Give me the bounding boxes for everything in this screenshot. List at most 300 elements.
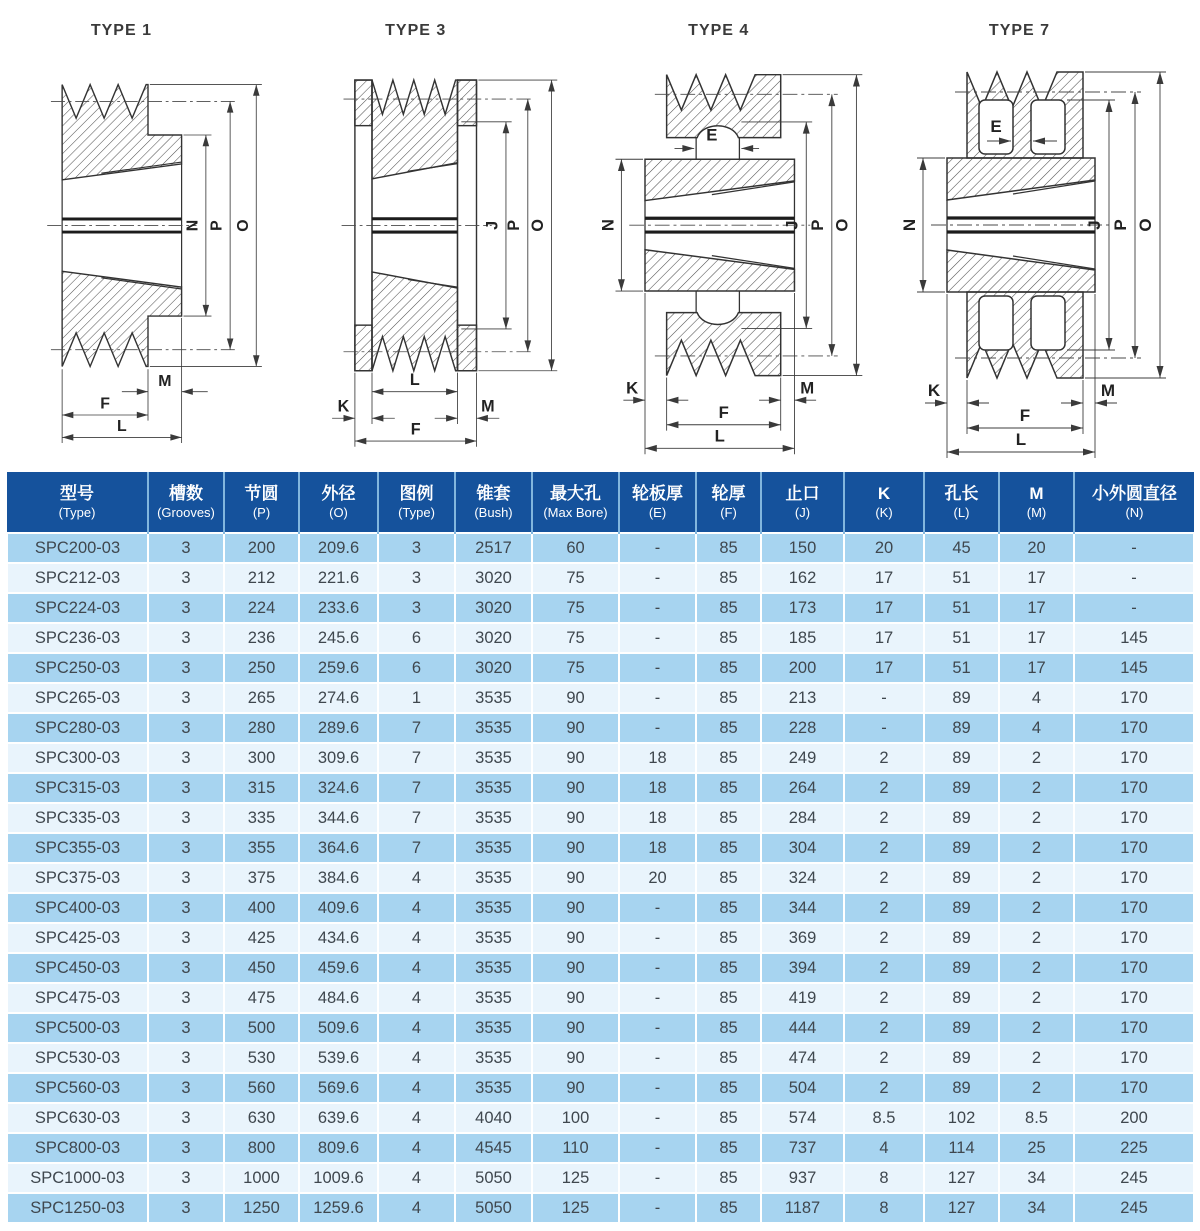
table-cell: - [1074, 593, 1194, 623]
table-cell: 4 [378, 1133, 455, 1163]
table-cell: 90 [532, 683, 619, 713]
table-cell: 274.6 [299, 683, 378, 713]
table-cell: 127 [924, 1193, 999, 1223]
dim-label-l: L [409, 371, 420, 389]
table-cell: SPC560-03 [7, 1073, 148, 1103]
table-cell: 4 [378, 953, 455, 983]
column-header-zh: 孔长 [944, 484, 979, 504]
table-cell: 17 [844, 623, 924, 653]
table-cell: 17 [999, 563, 1074, 593]
dim-label-l: L [117, 417, 127, 435]
table-cell: 639.6 [299, 1103, 378, 1133]
table-cell: 85 [696, 833, 761, 863]
table-cell: - [619, 683, 696, 713]
table-cell: 309.6 [299, 743, 378, 773]
table-cell: 170 [1074, 923, 1194, 953]
table-cell: 630 [224, 1103, 299, 1133]
table-cell: 170 [1074, 743, 1194, 773]
table-cell: 7 [378, 833, 455, 863]
table-cell: 3 [148, 1193, 224, 1223]
table-cell: 51 [924, 653, 999, 683]
table-cell: SPC315-03 [7, 773, 148, 803]
table-cell: 89 [924, 833, 999, 863]
table-cell: SPC450-03 [7, 953, 148, 983]
table-cell: 2 [844, 893, 924, 923]
column-header-en: (O) [329, 504, 348, 520]
table-cell: SPC425-03 [7, 923, 148, 953]
table-cell: 20 [999, 533, 1074, 563]
table-cell: SPC212-03 [7, 563, 148, 593]
drawing-title: TYPE 4 [688, 22, 750, 39]
table-cell: 145 [1074, 623, 1194, 653]
column-header-zh: K [877, 484, 891, 504]
table-cell: 245 [1074, 1193, 1194, 1223]
column-header-zh: 外径 [321, 484, 356, 504]
table-cell: 2 [844, 953, 924, 983]
table-cell: 75 [532, 593, 619, 623]
table-cell: 459.6 [299, 953, 378, 983]
table-cell: 90 [532, 953, 619, 983]
column-header [844, 472, 924, 533]
table-cell: 89 [924, 893, 999, 923]
table-cell: SPC375-03 [7, 863, 148, 893]
column-header-zh: 型号 [60, 484, 94, 504]
table-cell: 185 [761, 623, 844, 653]
table-cell: 221.6 [299, 563, 378, 593]
table-cell: 34 [999, 1193, 1074, 1223]
table-cell: 200 [1074, 1103, 1194, 1133]
table-cell: 3535 [455, 803, 532, 833]
table-row [7, 1163, 1194, 1193]
table-cell: 90 [532, 893, 619, 923]
table-cell: 5050 [455, 1193, 532, 1223]
table-row [7, 923, 1194, 953]
dim-label-e: E [706, 125, 718, 145]
table-cell: 89 [924, 863, 999, 893]
table-row [7, 1073, 1194, 1103]
column-header-zh: 最大孔 [550, 484, 601, 504]
table-cell: 2 [999, 953, 1074, 983]
table-cell: 4040 [455, 1103, 532, 1133]
table-body [7, 533, 1194, 1223]
table-cell: 90 [532, 773, 619, 803]
table-cell: 17 [999, 653, 1074, 683]
column-header-zh: 槽数 [169, 484, 203, 504]
table-cell: 25 [999, 1133, 1074, 1163]
table-cell: 2 [999, 923, 1074, 953]
table-cell: 85 [696, 983, 761, 1013]
table-cell: 409.6 [299, 893, 378, 923]
table-cell: 17 [999, 593, 1074, 623]
dim-label-m: M [481, 397, 495, 416]
table-cell: 90 [532, 1073, 619, 1103]
table-cell: 170 [1074, 1013, 1194, 1043]
table-cell: 355 [224, 833, 299, 863]
dim-label-k: K [927, 381, 941, 400]
table-cell: 425 [224, 923, 299, 953]
table-cell: 484.6 [299, 983, 378, 1013]
table-cell: 170 [1074, 983, 1194, 1013]
dim-label-f: F [718, 402, 729, 422]
column-header-en: (N) [1125, 504, 1144, 520]
table-cell: - [619, 983, 696, 1013]
dim-label-o: O [832, 218, 852, 232]
column-header-en: (M) [1026, 504, 1047, 520]
table-cell: 4 [378, 1073, 455, 1103]
table-cell: 8.5 [999, 1103, 1074, 1133]
table-cell: 444 [761, 1013, 844, 1043]
table-row [7, 833, 1194, 863]
table-cell: 375 [224, 863, 299, 893]
table-cell: 85 [696, 923, 761, 953]
table-cell: 85 [696, 533, 761, 563]
column-header-en: (E) [648, 504, 667, 520]
table-cell: 102 [924, 1103, 999, 1133]
table-cell: 3 [148, 773, 224, 803]
pulley-section-type4-image [586, 8, 881, 458]
table-cell: 150 [761, 533, 844, 563]
table-cell: 539.6 [299, 1043, 378, 1073]
drawing-type1 [8, 8, 288, 470]
table-cell: 4 [378, 893, 455, 923]
table-cell: 85 [696, 713, 761, 743]
table-row [7, 1133, 1194, 1163]
table-cell: 162 [761, 563, 844, 593]
table-cell: 3 [148, 1073, 224, 1103]
column-header-en: (P) [252, 504, 271, 520]
table-cell: 85 [696, 1013, 761, 1043]
table-cell: 809.6 [299, 1133, 378, 1163]
table-cell: - [1074, 533, 1194, 563]
table-cell: 2 [999, 863, 1074, 893]
table-cell: SPC630-03 [7, 1103, 148, 1133]
table-cell: 170 [1074, 713, 1194, 743]
dim-label-o: O [234, 219, 252, 232]
table-cell: 170 [1074, 803, 1194, 833]
table-cell: 170 [1074, 683, 1194, 713]
pulley-section-type7-image [880, 8, 1190, 458]
table-cell: 3535 [455, 743, 532, 773]
column-header-zh: M [1029, 484, 1044, 504]
table-cell: 324 [761, 863, 844, 893]
table-cell: 89 [924, 983, 999, 1013]
table-cell: 3 [148, 683, 224, 713]
column-header-en: (Grooves) [157, 504, 215, 520]
table-cell: 3 [148, 713, 224, 743]
table-cell: 3 [148, 923, 224, 953]
table-cell: 2 [999, 1043, 1074, 1073]
table-cell: 90 [532, 863, 619, 893]
table-cell: 2 [844, 923, 924, 953]
table-cell: 419 [761, 983, 844, 1013]
table-cell: 17 [844, 653, 924, 683]
table-cell: 89 [924, 713, 999, 743]
table-cell: 4 [378, 1103, 455, 1133]
column-header-zh: 节圆 [244, 484, 279, 504]
column-header [619, 472, 696, 533]
table-cell: 90 [532, 923, 619, 953]
table-row [7, 773, 1194, 803]
table-row [7, 1103, 1194, 1133]
table-cell: - [844, 713, 924, 743]
column-header-zh: 图例 [399, 484, 434, 504]
table-cell: 3535 [455, 893, 532, 923]
table-cell: 474 [761, 1043, 844, 1073]
table-row [7, 533, 1194, 563]
column-header [455, 472, 532, 533]
table-cell: 170 [1074, 833, 1194, 863]
table-cell: 245 [1074, 1163, 1194, 1193]
table-cell: 369 [761, 923, 844, 953]
column-header-en: (Type) [398, 504, 435, 520]
table-cell: 100 [532, 1103, 619, 1133]
table-cell: 2 [999, 743, 1074, 773]
table-cell: 224 [224, 593, 299, 623]
column-header [299, 472, 378, 533]
table-cell: 6 [378, 653, 455, 683]
table-cell: - [619, 563, 696, 593]
table-cell: 170 [1074, 863, 1194, 893]
table-cell: 574 [761, 1103, 844, 1133]
table-cell: 3535 [455, 923, 532, 953]
table-cell: 85 [696, 1163, 761, 1193]
table-cell: 3535 [455, 1013, 532, 1043]
table-cell: 17 [844, 563, 924, 593]
table-cell: 3 [148, 863, 224, 893]
table-cell: 89 [924, 923, 999, 953]
table-cell: 20 [619, 863, 696, 893]
table-cell: 90 [532, 833, 619, 863]
column-header [1074, 472, 1194, 533]
table-cell: 85 [696, 803, 761, 833]
column-header-zh: 止口 [785, 484, 820, 504]
table-cell: 259.6 [299, 653, 378, 683]
table-cell: 280 [224, 713, 299, 743]
table-cell: 509.6 [299, 1013, 378, 1043]
dim-label-p: P [505, 220, 524, 231]
table-cell: SPC500-03 [7, 1013, 148, 1043]
table-cell: 300 [224, 743, 299, 773]
column-header-en: (Max Bore) [543, 504, 608, 520]
table-cell: 315 [224, 773, 299, 803]
table-cell: 3 [148, 953, 224, 983]
table-cell: 170 [1074, 1073, 1194, 1103]
table-cell: 2 [999, 983, 1074, 1013]
table-cell: SPC800-03 [7, 1133, 148, 1163]
table-cell: 85 [696, 1133, 761, 1163]
table-cell: 3 [378, 563, 455, 593]
table-cell: 450 [224, 953, 299, 983]
table-cell: SPC236-03 [7, 623, 148, 653]
table-cell: 90 [532, 1043, 619, 1073]
table-cell: 89 [924, 743, 999, 773]
table-cell: 18 [619, 803, 696, 833]
table-cell: 289.6 [299, 713, 378, 743]
table-cell: 560 [224, 1073, 299, 1103]
table-cell: - [619, 1043, 696, 1073]
table-cell: SPC280-03 [7, 713, 148, 743]
table-cell: SPC1250-03 [7, 1193, 148, 1223]
table-row [7, 1043, 1194, 1073]
table-cell: 400 [224, 893, 299, 923]
table-cell: 90 [532, 743, 619, 773]
table-cell: 4 [999, 683, 1074, 713]
table-cell: 20 [844, 533, 924, 563]
table-cell: 2 [999, 833, 1074, 863]
table-row [7, 683, 1194, 713]
table-cell: - [619, 593, 696, 623]
table-cell: 265 [224, 683, 299, 713]
table-cell: 51 [924, 563, 999, 593]
table-cell: - [619, 953, 696, 983]
dim-label-l: L [714, 426, 725, 446]
table-row [7, 1013, 1194, 1043]
table-cell: 2 [999, 803, 1074, 833]
table-cell: 2517 [455, 533, 532, 563]
column-header [999, 472, 1074, 533]
table-cell: 3 [148, 803, 224, 833]
drawing-title: TYPE 3 [385, 22, 447, 39]
table-row [7, 863, 1194, 893]
table-cell: 344 [761, 893, 844, 923]
table-cell: - [619, 1073, 696, 1103]
table-cell: 3535 [455, 983, 532, 1013]
table-cell: 170 [1074, 773, 1194, 803]
table-cell: 89 [924, 1043, 999, 1073]
table-cell: 17 [844, 593, 924, 623]
table-cell: SPC224-03 [7, 593, 148, 623]
column-header [224, 472, 299, 533]
table-cell: 125 [532, 1193, 619, 1223]
column-header [378, 472, 455, 533]
table-cell: 85 [696, 593, 761, 623]
table-cell: 75 [532, 623, 619, 653]
dim-label-m: M [158, 373, 172, 391]
table-cell: 800 [224, 1133, 299, 1163]
table-cell: 7 [378, 803, 455, 833]
table-cell: 249 [761, 743, 844, 773]
table-cell: 3020 [455, 653, 532, 683]
table-cell: 3535 [455, 773, 532, 803]
table-cell: 3535 [455, 1073, 532, 1103]
table-cell: 3535 [455, 863, 532, 893]
table-row [7, 893, 1194, 923]
drawing-type3 [296, 8, 581, 470]
table-cell: 3 [148, 833, 224, 863]
table-cell: 2 [999, 1073, 1074, 1103]
column-header-zh: 轮板厚 [632, 484, 683, 504]
table-row [7, 623, 1194, 653]
table-cell: 3535 [455, 1043, 532, 1073]
table-cell: 1009.6 [299, 1163, 378, 1193]
table-cell: 7 [378, 773, 455, 803]
table-cell: - [619, 893, 696, 923]
table-cell: - [619, 1103, 696, 1133]
table-cell: 3020 [455, 563, 532, 593]
table-header-row [7, 472, 1194, 533]
dim-label-p: P [1111, 219, 1130, 231]
table-cell: 3020 [455, 593, 532, 623]
table-cell: 51 [924, 593, 999, 623]
table-cell: 3 [148, 743, 224, 773]
dim-label-p: P [208, 220, 226, 231]
dim-label-f: F [410, 420, 421, 439]
table-cell: - [619, 1013, 696, 1043]
dim-label-n: N [598, 219, 618, 232]
column-header [761, 472, 844, 533]
table-cell: 200 [224, 533, 299, 563]
table-cell: 475 [224, 983, 299, 1013]
table-cell: 90 [532, 983, 619, 1013]
table-cell: - [619, 713, 696, 743]
table-cell: SPC265-03 [7, 683, 148, 713]
table-cell: 89 [924, 1073, 999, 1103]
pulley-section-type1-image [8, 8, 288, 458]
table-cell: 85 [696, 893, 761, 923]
drawing-title: TYPE 7 [988, 22, 1051, 39]
table-cell: 2 [999, 773, 1074, 803]
pulley-section-type3-image [296, 8, 581, 458]
table-cell: - [619, 1193, 696, 1223]
table-cell: 236 [224, 623, 299, 653]
table-cell: 213 [761, 683, 844, 713]
table-cell: 89 [924, 1013, 999, 1043]
table-cell: 3 [148, 653, 224, 683]
table-cell: 335 [224, 803, 299, 833]
table-cell: SPC250-03 [7, 653, 148, 683]
table-cell: 85 [696, 773, 761, 803]
table-cell: 90 [532, 1013, 619, 1043]
table-cell: SPC300-03 [7, 743, 148, 773]
column-header [924, 472, 999, 533]
table-cell: 85 [696, 1073, 761, 1103]
table-cell: 3 [378, 593, 455, 623]
table-cell: 1187 [761, 1193, 844, 1223]
drawing-type7 [880, 8, 1190, 470]
dim-label-l: L [1015, 430, 1027, 449]
table-cell: 3 [148, 1043, 224, 1073]
dim-label-n: N [184, 219, 202, 232]
table-cell: 4 [378, 1193, 455, 1223]
table-cell: 530 [224, 1043, 299, 1073]
table-cell: 89 [924, 803, 999, 833]
table-cell: SPC400-03 [7, 893, 148, 923]
table-cell: 4 [844, 1133, 924, 1163]
table-row [7, 803, 1194, 833]
column-header-zh: 锥套 [476, 484, 511, 504]
table-cell: 200 [761, 653, 844, 683]
table-cell: 1259.6 [299, 1193, 378, 1223]
table-cell: 8 [844, 1163, 924, 1193]
table-cell: 75 [532, 653, 619, 683]
table-cell: 3 [148, 893, 224, 923]
dim-label-k: K [626, 378, 639, 398]
table-cell: 3 [148, 1013, 224, 1043]
column-header [532, 472, 619, 533]
dim-label-o: O [529, 219, 547, 232]
dim-label-j: J [782, 220, 802, 230]
table-cell: 85 [696, 1043, 761, 1073]
table-cell: 7 [378, 713, 455, 743]
table-cell: 60 [532, 533, 619, 563]
table-cell: 90 [532, 803, 619, 833]
table-cell: 212 [224, 563, 299, 593]
table-cell: 85 [696, 863, 761, 893]
table-cell: 125 [532, 1163, 619, 1193]
column-header-en: (Bush) [474, 504, 513, 520]
table-cell: 85 [696, 653, 761, 683]
table-cell: 2 [844, 863, 924, 893]
